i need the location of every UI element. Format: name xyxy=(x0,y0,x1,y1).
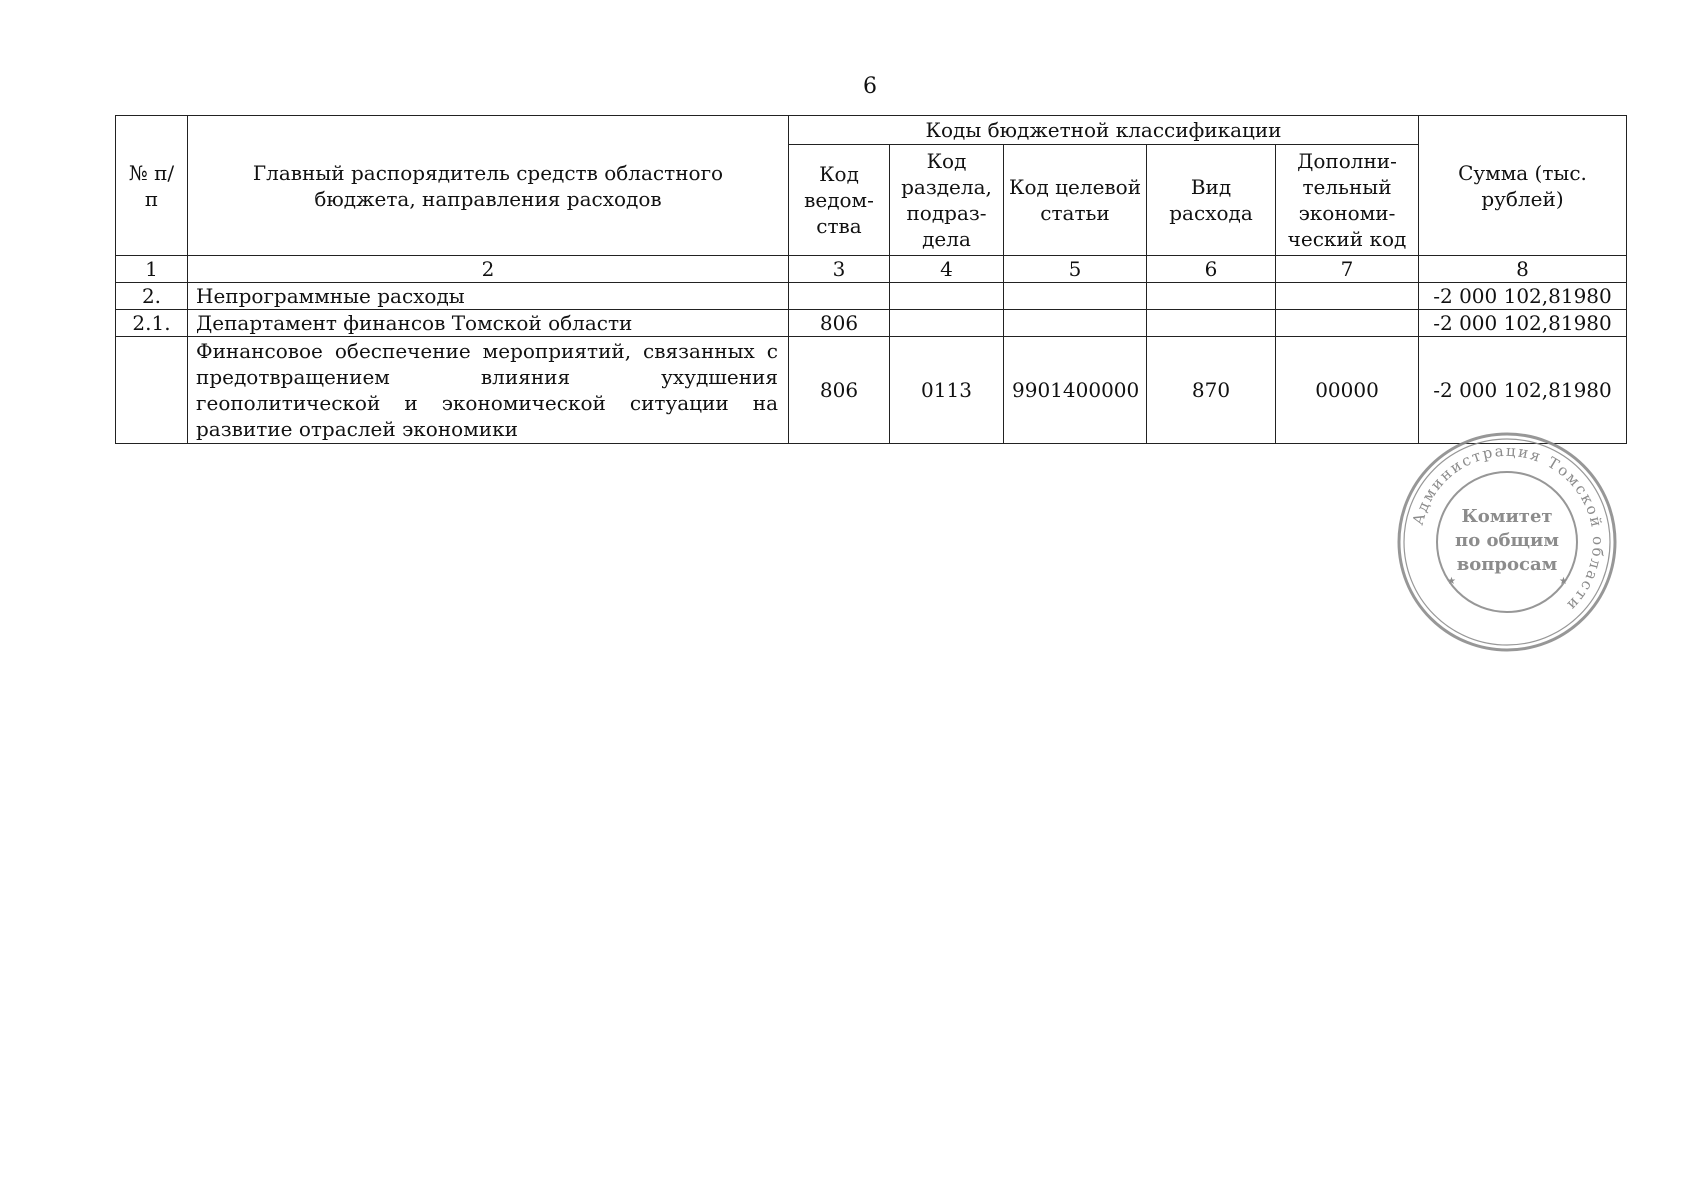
row-econ-code: 00000 xyxy=(1276,337,1419,444)
header-expense-type: Вид расхода xyxy=(1147,145,1276,256)
row-section-code: 0113 xyxy=(890,337,1004,444)
header-target-code: Код целевой статьи xyxy=(1004,145,1147,256)
row-expense-type xyxy=(1147,283,1276,310)
header-section-code: Код раздела, подраз-дела xyxy=(890,145,1004,256)
row-expense-type xyxy=(1147,310,1276,337)
row-sum: -2 000 102,81980 xyxy=(1419,337,1627,444)
row-target-code: 9901400000 xyxy=(1004,337,1147,444)
row-num xyxy=(116,337,188,444)
column-number: 3 xyxy=(789,256,890,283)
header-name: Главный распорядитель средств областного бюджета, направления расходов xyxy=(188,116,789,256)
column-number: 1 xyxy=(116,256,188,283)
row-name: Непрограммные расходы xyxy=(188,283,789,310)
row-num: 2. xyxy=(116,283,188,310)
header-codes-group: Коды бюджетной классификации xyxy=(789,116,1419,145)
row-sum: -2 000 102,81980 xyxy=(1419,283,1627,310)
stamp-center-line: вопросам xyxy=(1456,554,1558,575)
row-section-code xyxy=(890,283,1004,310)
stamp-ring-text: Администрация Томской области xyxy=(1408,441,1608,616)
row-target-code xyxy=(1004,283,1147,310)
stamp-center-line: Комитет xyxy=(1461,506,1553,527)
row-section-code xyxy=(890,310,1004,337)
row-dept-code: 806 xyxy=(789,310,890,337)
stamp-star-icon: ★ xyxy=(1447,576,1456,587)
table-row xyxy=(116,283,1627,310)
row-name: Департамент финансов Томской области xyxy=(188,310,789,337)
row-econ-code xyxy=(1276,283,1419,310)
official-stamp xyxy=(1395,430,1619,654)
column-number: 2 xyxy=(188,256,789,283)
budget-table xyxy=(115,115,1627,444)
row-expense-type: 870 xyxy=(1147,337,1276,444)
header-sum: Сумма (тыс. рублей) xyxy=(1419,116,1627,256)
row-econ-code xyxy=(1276,310,1419,337)
row-sum: -2 000 102,81980 xyxy=(1419,310,1627,337)
row-dept-code xyxy=(789,283,890,310)
page-number: 6 xyxy=(863,74,877,99)
row-target-code xyxy=(1004,310,1147,337)
stamp-center-line: по общим xyxy=(1455,530,1559,551)
stamp-star-icon: ★ xyxy=(1559,576,1568,587)
header-econ-code: Дополни-тельный экономи-ческий код xyxy=(1276,145,1419,256)
row-dept-code: 806 xyxy=(789,337,890,444)
table-row xyxy=(116,310,1627,337)
column-number: 5 xyxy=(1004,256,1147,283)
column-number: 4 xyxy=(890,256,1004,283)
row-num: 2.1. xyxy=(116,310,188,337)
column-number: 8 xyxy=(1419,256,1627,283)
column-number-row xyxy=(116,256,1627,283)
column-number: 7 xyxy=(1276,256,1419,283)
row-name: Финансовое обеспечение мероприятий, связанных с предотвращением влияния ухудшения геополитической и экономической ситуации на развитие отраслей экономики xyxy=(188,337,789,444)
header-dept-code: Код ведом-ства xyxy=(789,145,890,256)
table-row xyxy=(116,337,1627,444)
column-number: 6 xyxy=(1147,256,1276,283)
header-num: № п/п xyxy=(116,116,188,256)
